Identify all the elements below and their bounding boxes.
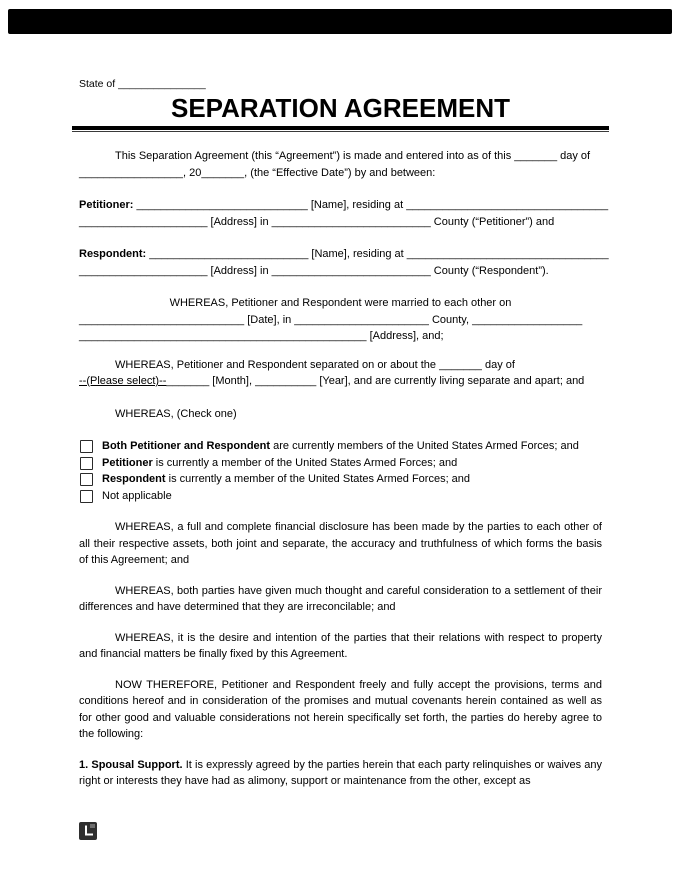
petitioner-line-2: _____________________ [Address] in __________________________ County (“Petitioner”) and [79,215,555,228]
spousal-support-text: It is expressly agreed by the parties herein that each party relinquishes or waives any right or interests they have had as alimony, support or maintenance from the other, except as [79,758,603,787]
state-of-blank-field[interactable]: _______________ [118,78,206,90]
whereas-married-paragraph [79,295,602,345]
separated-line-1: WHEREAS, Petitioner and Respondent separated on or about the _______ day of [115,358,515,371]
married-line-2: ___________________________ [Date], in ______________________ County, __________________ [79,313,583,326]
state-of-label: State of [79,78,116,90]
checkbox-label-rest: are currently members of the United States Armed Forces; and [270,440,579,452]
armed-forces-checklist [79,438,602,504]
separated-line-2 [79,373,602,390]
checkbox-label [102,455,457,472]
checkbox-petitioner[interactable] [80,457,93,470]
checkbox-label-rest: is currently a member of the United States Armed Forces; and [165,473,471,485]
separated-line-2-text: _______ [Month], __________ [Year], and are currently living separate and apart; and [166,375,585,387]
respondent-line-1-text: __________________________ [Name], residing at _________________________________ [146,248,609,260]
top-banner [8,9,672,34]
check-one-text: WHEREAS, (Check one) [115,407,237,420]
respondent-block [79,246,609,279]
respondent-label: Respondent: [79,248,147,260]
checkbox-both[interactable] [80,440,93,453]
checkbox-label [102,488,172,505]
whereas-desire-paragraph: WHEREAS, it is the desire and intention of the parties that their relations with respect to property and financial matters be finally fixed by this Agreement. [79,631,602,660]
petitioner-block [79,197,609,230]
state-of-line [79,78,602,91]
legal-templates-logo-icon [79,822,97,840]
checkbox-respondent[interactable] [80,473,93,486]
whereas-separated-paragraph [79,357,602,390]
checkbox-label-rest: Not applicable [102,489,172,502]
month-select-dropdown[interactable]: --(Please select)-- [79,375,167,387]
checkbox-row-both [79,438,602,455]
checkbox-label [102,438,579,455]
spousal-support-heading: 1. Spousal Support. [79,758,183,771]
title-divider [72,126,609,132]
checkbox-not-applicable[interactable] [80,490,93,503]
document-content [79,78,609,790]
checkbox-label-bold: Petitioner [102,456,153,469]
intro-line-1: This Separation Agreement (this “Agreement”) is made and entered into as of this _______ day of [115,150,591,162]
checkbox-row-respondent [79,471,602,488]
respondent-line-1 [79,246,609,263]
check-one-line [79,406,602,423]
intro-paragraph [79,148,602,181]
petitioner-line-1-text: ____________________________ [Name], residing at _________________________________ [133,199,609,211]
intro-line-2: _________________, 20_______, (the “Effective Date”) by and between: [79,166,436,179]
petitioner-label: Petitioner: [79,199,134,211]
checkbox-label-rest: is currently a member of the United States Armed Forces; and [152,456,458,469]
checkbox-row-not-applicable [79,488,602,505]
page-title: SEPARATION AGREEMENT [171,93,510,123]
checkbox-row-petitioner [79,455,602,472]
whereas-consideration-paragraph: WHEREAS, both parties have given much thought and careful consideration to a settlement of their differences and have determined that they are irreconcilable; and [79,584,602,613]
whereas-financial-paragraph: WHEREAS, a full and complete financial disclosure has been made by the parties to each other of all their respective assets, both joint and separate, the accuracy and truthfulness of which forms the basis of this Agreement; and [79,521,602,566]
married-line-1: WHEREAS, Petitioner and Respondent were married to each other on [169,297,512,309]
spousal-support-paragraph [79,757,602,790]
now-therefore-paragraph: NOW THEREFORE, Petitioner and Respondent freely and fully accept the provisions, terms and conditions hereof and in consideration of the promises and mutual covenants herein contained as well as for other good and valuable considerations not herein specifically set forth, the parties do hereby agree to the following: [79,678,602,740]
petitioner-line-1 [79,197,609,214]
married-line-3: _______________________________________________ [Address], and; [79,330,444,342]
checkbox-label [102,471,470,488]
respondent-line-2: _____________________ [Address] in __________________________ County (“Respondent”). [79,264,549,277]
checkbox-label-bold: Respondent [102,473,166,485]
checkbox-label-bold: Both Petitioner and Respondent [102,440,271,452]
